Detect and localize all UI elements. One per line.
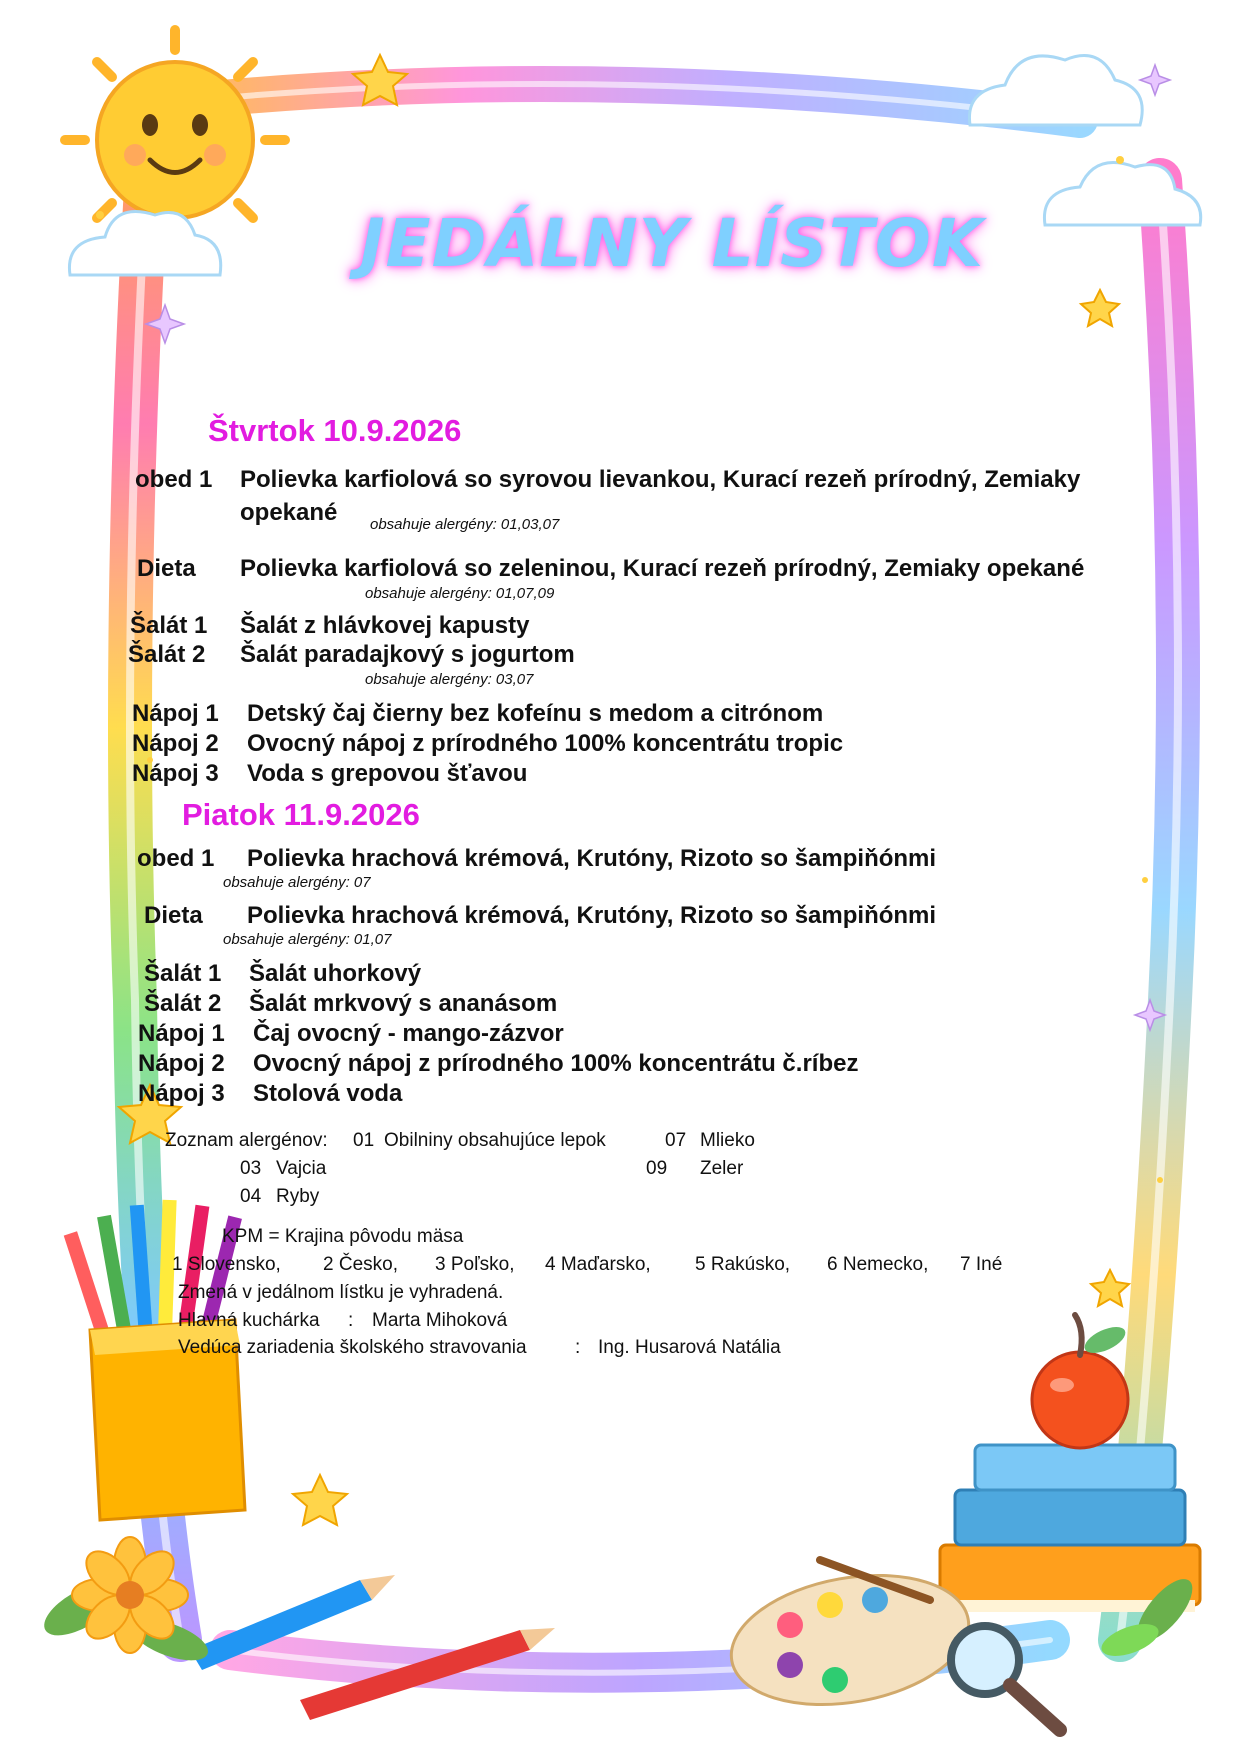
meal-dish: Stolová voda: [253, 1080, 403, 1107]
kpm-country: 6 Nemecko,: [827, 1254, 929, 1275]
meal-label: Šalát 2: [144, 990, 222, 1017]
allergen-note: obsahuje alergény: 03,07: [365, 671, 534, 688]
allergen-name: Obilniny obsahujúce lepok: [384, 1130, 606, 1151]
meal-label: Nápoj 3: [138, 1080, 225, 1107]
allergen-list-heading: Zoznam alergénov:: [165, 1130, 328, 1151]
allergen-name: Zeler: [700, 1158, 744, 1179]
meal-dish: Šalát mrkvový s ananásom: [249, 990, 558, 1017]
allergen-code: 04: [240, 1186, 262, 1207]
staff-name: Marta Mihoková: [372, 1310, 508, 1331]
meal-label: Dieta: [137, 555, 196, 582]
meal-label: Nápoj 1: [138, 1020, 225, 1047]
meal-dish: Ovocný nápoj z prírodného 100% koncentrátu č.ríbez: [253, 1050, 859, 1077]
allergen-name: Vajcia: [276, 1158, 327, 1179]
kpm-country: 2 Česko,: [323, 1254, 398, 1275]
meal-label: Šalát 1: [130, 612, 208, 639]
meal-dish: Polievka karfiolová so zeleninou, Kurací rezeň prírodný, Zemiaky opekané: [240, 555, 1085, 582]
staff-separator: :: [348, 1310, 354, 1331]
allergen-name: Ryby: [276, 1186, 320, 1207]
kpm-country: 1 Slovensko,: [172, 1254, 281, 1275]
meal-dish: Detský čaj čierny bez kofeínu s medom a citrónom: [247, 700, 824, 727]
meal-label: Nápoj 3: [132, 760, 219, 787]
books-icon: [940, 1445, 1200, 1612]
page-title: JEDÁLNY LÍSTOK: [360, 205, 984, 282]
meal-label: Nápoj 1: [132, 700, 219, 727]
notice-text: Zmená v jedálnom lístku je vyhradená.: [178, 1282, 504, 1303]
allergen-note: obsahuje alergény: 07: [223, 874, 371, 891]
allergen-code: 03: [240, 1158, 262, 1179]
kpm-country: 3 Poľsko,: [435, 1254, 515, 1275]
meal-dish: Polievka hrachová krémová, Krutóny, Rizoto so šampiňónmi: [247, 902, 937, 929]
allergen-code: 07: [665, 1130, 687, 1151]
staff-role: Hlavná kuchárka: [178, 1310, 320, 1331]
meal-dish: Šalát paradajkový s jogurtom: [240, 641, 575, 668]
meal-dish: Šalát z hlávkovej kapusty: [240, 612, 530, 639]
allergen-note: obsahuje alergény: 01,07: [223, 931, 392, 948]
meal-dish: Čaj ovocný - mango-zázvor: [253, 1020, 564, 1047]
meal-label: Šalát 1: [144, 960, 222, 987]
allergen-code: 01: [353, 1130, 375, 1151]
allergen-code: 09: [646, 1158, 668, 1179]
meal-label: obed 1: [137, 845, 215, 872]
allergen-note: obsahuje alergény: 01,07,09: [365, 585, 555, 602]
meal-dish: Šalát uhorkový: [249, 960, 422, 987]
day-heading: Štvrtok 10.9.2026: [208, 413, 462, 448]
staff-name: Ing. Husarová Natália: [598, 1337, 781, 1358]
kpm-definition: KPM = Krajina pôvodu mäsa: [222, 1226, 464, 1247]
meal-dish: Polievka hrachová krémová, Krutóny, Rizoto so šampiňónmi: [247, 845, 937, 872]
cloud-icon: [969, 56, 1142, 126]
allergen-name: Mlieko: [700, 1130, 755, 1151]
kpm-country: 5 Rakúsko,: [695, 1254, 791, 1275]
staff-role: Vedúca zariadenia školského stravovania: [178, 1337, 527, 1358]
meal-dish: Polievka karfiolová so syrovou lievankou, Kurací rezeň prírodný, Zemiaky opekané: [240, 466, 1081, 526]
cloud-icon: [69, 211, 220, 275]
meal-label: obed 1: [135, 466, 213, 493]
allergen-note: obsahuje alergény: 01,03,07: [370, 516, 560, 533]
kpm-country: 4 Maďarsko,: [545, 1254, 651, 1275]
day-heading: Piatok 11.9.2026: [182, 797, 420, 832]
meal-dish: Ovocný nápoj z prírodného 100% koncentrátu tropic: [247, 730, 844, 757]
meal-label: Šalát 2: [128, 641, 206, 668]
meal-label: Nápoj 2: [138, 1050, 225, 1077]
staff-separator: :: [575, 1337, 581, 1358]
meal-dish: Voda s grepovou šťavou: [247, 760, 528, 787]
meal-label: Dieta: [144, 902, 203, 929]
kpm-country: 7 Iné: [960, 1254, 1003, 1275]
meal-label: Nápoj 2: [132, 730, 219, 757]
apple-icon: [1032, 1315, 1129, 1448]
